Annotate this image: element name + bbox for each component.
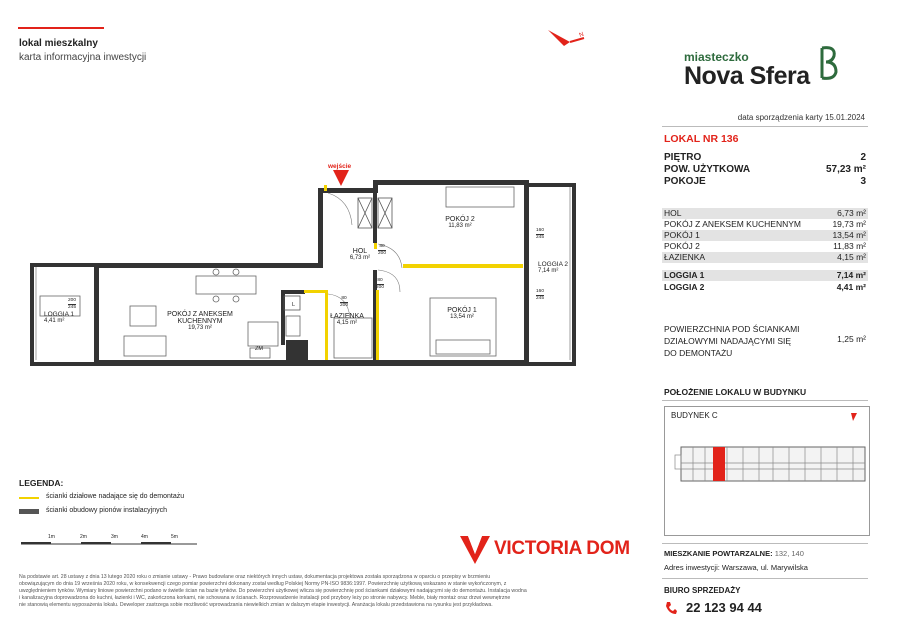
door-dim-2: 80 200 <box>376 278 385 290</box>
date-label: data sporządzenia karty 15.01.2024 <box>737 113 865 122</box>
table-row: LOGGIA 1 7,14 m² <box>664 270 866 280</box>
area-label: POW. UŻYTKOWA <box>664 164 751 175</box>
office-label: BIURO SPRZEDAŻY <box>664 586 741 595</box>
rooms-label: POKOJE <box>664 176 706 187</box>
similar-flats: MIESZKANIE POWTARZALNE: 132, 140 <box>664 549 804 558</box>
door-dim-3: 80 200 <box>340 296 349 308</box>
building-section-title: POŁOŻENIE LOKALU W BUDYNKU <box>664 387 807 397</box>
scale-label-5: 5m <box>171 534 178 540</box>
rooms-value: 3 <box>860 176 866 187</box>
building-name: BUDYNEK C <box>671 411 718 420</box>
legend-title: LEGENDA: <box>19 478 64 488</box>
scale-label-3: 3m <box>111 534 118 540</box>
phone-number: 22 123 94 44 <box>686 600 762 615</box>
window-dim-1: 200 245 <box>68 298 77 310</box>
entrance-arrow-icon <box>333 170 349 186</box>
room-label-pokoj1: POKÓJ 1 13,54 m² <box>447 307 477 320</box>
room-label-loggia2: LOGGIA 2 7,14 m² <box>538 261 568 274</box>
room-label-kitchen: POKÓJ Z ANEKSEM KUCHENNYM 19,73 m² <box>167 311 233 331</box>
area-value: 57,23 m² <box>825 164 866 175</box>
window-dim-3: 160 245 <box>536 289 545 301</box>
room-label-loggia1: LOGGIA 1 4,41 m² <box>44 311 74 324</box>
table-row: LOGGIA 2 4,41 m² <box>664 282 866 292</box>
walls-note-value: 1,25 m² <box>837 334 866 344</box>
page-title: lokal mieszkalny <box>19 38 98 49</box>
room-label-hol: HOL 6,73 m² <box>349 248 371 261</box>
table-row: HOL 6,73 m² <box>664 208 866 218</box>
page-subtitle: karta informacyjna inwestycji <box>19 52 147 63</box>
scale-label-1: 1m <box>48 534 55 540</box>
lokal-number: LOKAL NR 136 <box>664 133 739 145</box>
svg-text:N: N <box>578 31 585 39</box>
legend-item-1: ścianki działowe nadające się do demontażu <box>46 493 185 500</box>
logo-main-text: Nova Sfera <box>684 62 810 90</box>
walls-note: POWIERZCHNIA POD ŚCIANKAMI DZIAŁOWYMI NADAJĄCYMI SIĘ DO DEMONTAŻU <box>664 324 800 358</box>
table-row: ŁAZIENKA 4,15 m² <box>664 252 866 262</box>
furniture <box>40 187 514 358</box>
outer-walls <box>30 180 576 366</box>
window-dim-2: 160 245 <box>536 228 545 240</box>
entrance-label: wejście <box>328 163 352 170</box>
logo-top-text: miasteczko <box>684 50 749 64</box>
disclaimer: Na podstawie art. 28 ustawy z dnia 13 lutego 2020 roku o zmianie ustawy - Prawo budowlane oraz niektórych innych ustaw, dokumentacja projektowa została sporządzona w oparciu o przepisy w brzmieniu obowiązującym do dnia 19 września 2020 roku, w konsekwencji czego pomiar powierzchni dokonany został według Polskiej Normy PN-ISO 9836:1997. Powierzchnię użytkową wskazano w stanie wykończonym, z uwzględnieniem tynków. Wymiary liniowe powierzchni podano w świetle ścian na bazie tynków. Do powierzchni użytkowej wlicza się powierzchnię pod ściankami działowymi nadającymi się do demontażu. Instalacja wodna i kanalizacyjna doprowadzona do kuchni, łazienki i WC, zakończona korkami, nie schowana w ścianach. Rozprowadzenie instalacji pod przybory leży po stronie nabywcy. Meble, biały montaż oraz drzwi wewnętrzne nie stanowią elementu wyposażenia lokalu. Deweloper zastrzega sobie możliwość wprowadzania niewielkich zmian w dalszym etapie inwestycji. Aranżacja lokalu przedstawiona na rysunku jest przykładowa. <box>19 574 527 608</box>
table-row: POKÓJ 2 11,83 m² <box>664 241 866 251</box>
interior-walls <box>281 185 377 360</box>
room-label-bath: ŁAZIENKA 4,15 m² <box>330 313 364 326</box>
room-label-pokoj2: POKÓJ 2 11,83 m² <box>445 216 475 229</box>
table-row: POKÓJ 1 13,54 m² <box>664 230 866 240</box>
table-row: POKÓJ Z ANEKSEM KUCHENNYM 19,73 m² <box>664 219 866 229</box>
scale-label-4: 4m <box>141 534 148 540</box>
plan-zm-label: ZM <box>255 346 263 352</box>
legend-item-2: ścianki obudowy pionów instalacyjnych <box>46 507 168 514</box>
floor-value: 2 <box>860 152 866 163</box>
removable-walls <box>304 185 523 360</box>
plan-l-label: L <box>292 302 296 308</box>
brand-name: VICTORIA DOM <box>494 538 630 559</box>
scale-label-2: 2m <box>80 534 87 540</box>
floor-label: PIĘTRO <box>664 152 702 163</box>
door-dim-1: 80 200 <box>378 244 387 256</box>
address: Adres inwestycji: Warszawa, ul. Marywilska <box>664 563 808 572</box>
